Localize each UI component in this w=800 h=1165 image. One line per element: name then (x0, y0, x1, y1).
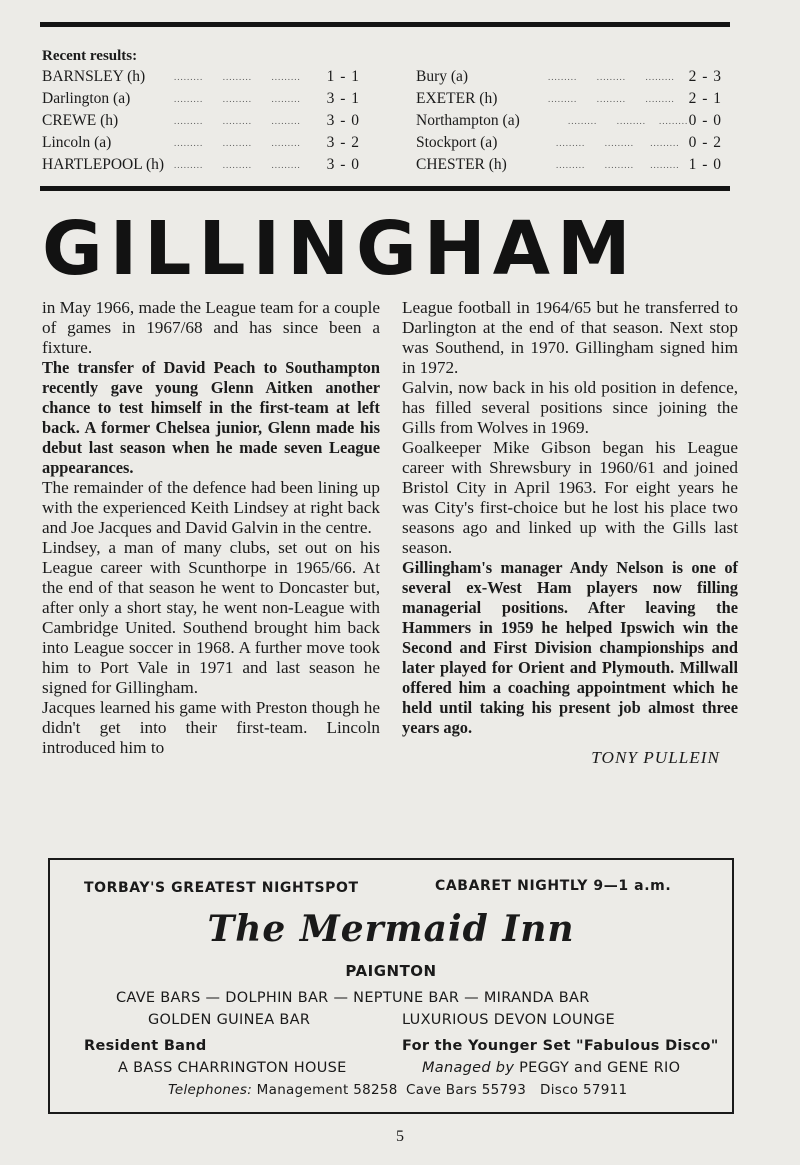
result-row (42, 88, 360, 110)
ad-tagline-right: CABARET NIGHTLY 9—1 a.m. (435, 878, 672, 894)
leader-dots: ......... ......... ......... (548, 94, 675, 104)
result-row (416, 88, 722, 110)
result-score: 1 - 1 (326, 68, 360, 85)
result-team: CHESTER (h) (416, 156, 507, 173)
leader-dots: ......... ......... ......... (174, 160, 301, 170)
article-paragraph: in May 1966, made the League team for a couple of games in 1967/68 and has since been a fixture. (42, 298, 380, 357)
results-column-left (42, 66, 360, 176)
ad-phone-management: Management 58258 (256, 1082, 398, 1098)
result-row (416, 110, 722, 132)
leader-dots: ......... ......... ......... (568, 116, 689, 126)
result-team: CREWE (h) (42, 112, 119, 129)
leader-dots: ......... ......... ......... (174, 94, 301, 104)
result-team: Bury (a) (416, 68, 469, 85)
result-row (416, 132, 722, 154)
result-row (42, 132, 360, 154)
advertisement (48, 858, 734, 1114)
result-team: Lincoln (a) (42, 134, 112, 151)
result-score: 0 - 0 (688, 112, 722, 129)
ad-venue-name: The Mermaid Inn (207, 908, 575, 950)
result-score: 2 - 3 (688, 68, 722, 85)
result-score: 0 - 2 (688, 134, 722, 151)
article-paragraph: Gillingham's manager Andy Nelson is one of several ex-West Ham players now filling managerial positions. After leaving the Hammers in 1959 he helped Ipswich win the Second and First Division championships and later played for Orient and Plymouth. Millwall offered him a coaching appointment which he held until taking his present job almost three years ago. (402, 558, 738, 737)
result-score: 2 - 1 (688, 90, 722, 107)
result-team: EXETER (h) (416, 90, 498, 107)
article-paragraph: League football in 1964/65 but he transferred to Darlington at the end of that season. Next stop was Southend, in 1970. Gillingham signed him in 1972. (402, 298, 738, 377)
ad-managers: PEGGY and GENE RIO (519, 1060, 681, 1076)
leader-dots: ......... ......... ......... (556, 160, 680, 170)
result-row (42, 154, 360, 176)
results-column-right (416, 66, 722, 176)
article-author: TONY PULLEIN (591, 748, 720, 767)
result-team: BARNSLEY (h) (42, 68, 146, 85)
result-score: 3 - 2 (326, 134, 360, 151)
result-row (42, 66, 360, 88)
article-paragraph: Goalkeeper Mike Gibson began his League career with Shrewsbury in 1960/61 and joined Bristol City in April 1963. For eight years he was City's first-choice but he lost his place two seasons ago and linked up with the Gills last season. (402, 438, 738, 557)
result-row (416, 66, 722, 88)
ad-telephones-label: Telephones: (168, 1082, 253, 1098)
leader-dots: ......... ......... ......... (556, 138, 680, 148)
ad-phone-cave-bars: Cave Bars 55793 (406, 1082, 527, 1098)
ad-bars-left: GOLDEN GUINEA BAR (148, 1012, 311, 1028)
article-paragraph: Lindsey, a man of many clubs, set out on his League career with Scunthorpe in 1965/66. At the end of that season he went to Doncaster but, after only a short stay, he went non-League with Cambridge United. Southend brought him back into League soccer in 1968. A further move took him to Port Vale in 1971 and last season he signed for Gillingham. (42, 538, 380, 697)
results-heading: Recent results: (42, 48, 138, 64)
result-score: 1 - 0 (688, 156, 722, 173)
result-team: Darlington (a) (42, 90, 131, 107)
article-paragraph: The remainder of the defence had been lining up with the experienced Keith Lindsey at right back and Joe Jacques and David Galvin in the centre. (42, 478, 380, 537)
top-rule (40, 22, 730, 27)
ad-resident-band: Resident Band (84, 1038, 207, 1054)
recent-results (42, 46, 722, 173)
result-score: 3 - 0 (326, 112, 360, 129)
ad-bass-house: A BASS CHARRINGTON HOUSE (118, 1060, 347, 1076)
ad-tagline-left: TORBAY'S GREATEST NIGHTSPOT (84, 880, 359, 896)
ad-telephones-line (168, 1082, 398, 1098)
result-team: HARTLEPOOL (h) (42, 156, 165, 173)
ad-bars-line: CAVE BARS — DOLPHIN BAR — NEPTUNE BAR — MIRANDA BAR (116, 990, 590, 1006)
article-paragraph: Jacques learned his game with Preston though he didn't get into their first-team. Lincoln introduced him to (42, 698, 380, 757)
ad-managed-label: Managed by (422, 1060, 515, 1076)
result-row (42, 110, 360, 132)
article-column-left (42, 298, 380, 758)
result-score: 3 - 0 (326, 156, 360, 173)
article-paragraph: Galvin, now back in his old position in defence, has filled several positions since joining the Gills from Wolves in 1969. (402, 378, 738, 437)
leader-dots: ......... ......... ......... (174, 72, 301, 82)
leader-dots: ......... ......... ......... (174, 138, 301, 148)
leader-dots: ......... ......... ......... (548, 72, 675, 82)
ad-phone-disco: Disco 57911 (540, 1082, 628, 1098)
result-team: Stockport (a) (416, 134, 498, 151)
article-column-right (402, 298, 738, 768)
section-rule (40, 186, 730, 191)
ad-managed-line (422, 1060, 680, 1076)
ad-bars-right: LUXURIOUS DEVON LOUNGE (402, 1012, 615, 1028)
article-title: GILLINGHAM (42, 206, 638, 292)
result-score: 3 - 1 (326, 90, 360, 107)
ad-town: PAIGNTON (345, 962, 437, 980)
leader-dots: ......... ......... ......... (174, 116, 301, 126)
page-number: 5 (396, 1128, 404, 1145)
result-row (416, 154, 722, 176)
article-paragraph: The transfer of David Peach to Southampton recently gave young Glenn Aitken another chance to test himself in the first-team at left back. A former Chelsea junior, Glenn made his debut last season when he made seven League appearances. (42, 358, 380, 477)
ad-younger-set: For the Younger Set "Fabulous Disco" (402, 1038, 719, 1054)
result-team: Northampton (a) (416, 112, 520, 129)
